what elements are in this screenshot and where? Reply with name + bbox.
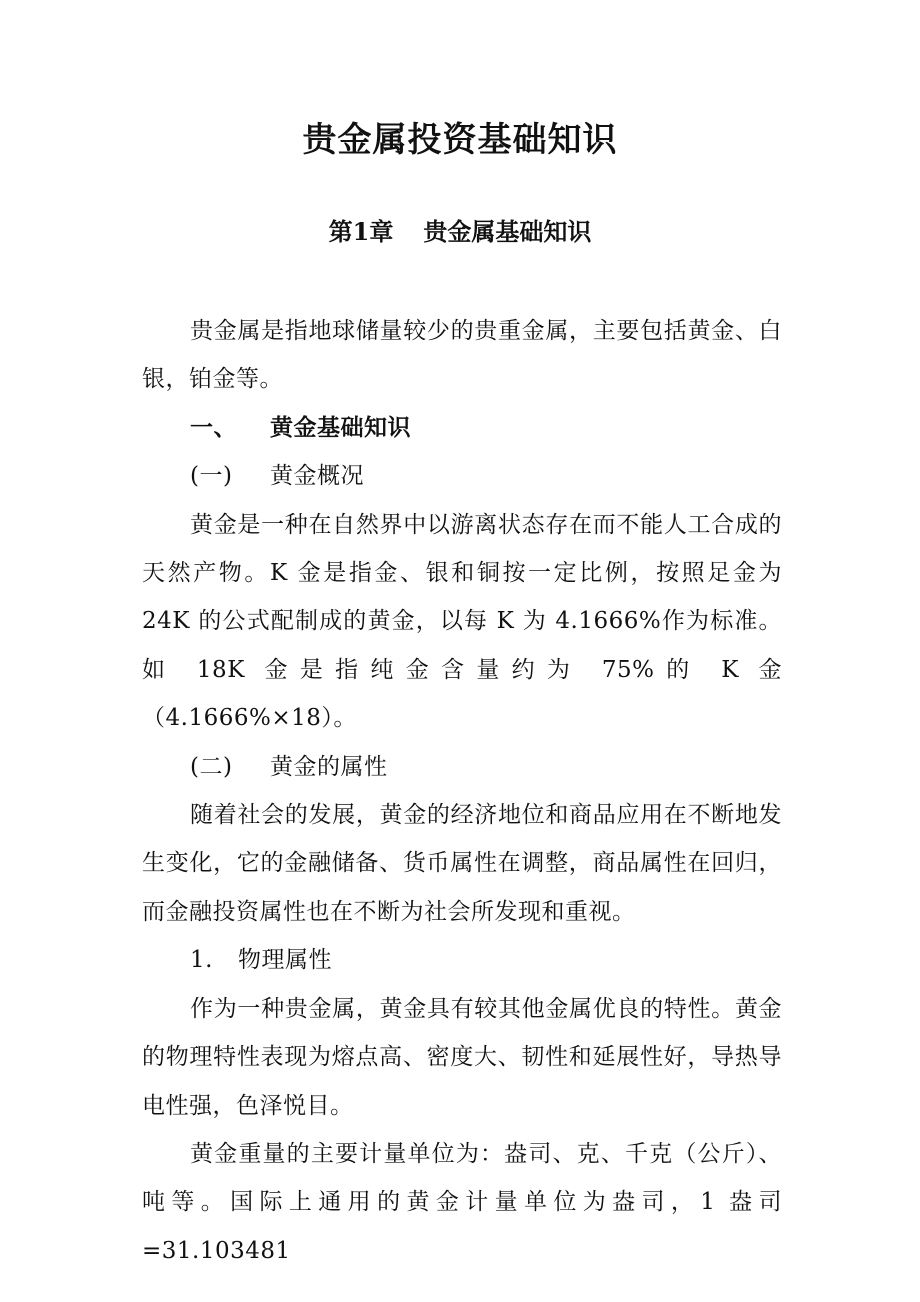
item-heading — [142, 936, 782, 984]
attributes-paragraph: 随着社会的发展，黄金的经济地位和商品应用在不断地发生变化，它的金融储备、货币属性在调整，商品属性在回归，而金融投资属性也在不断为社会所发现和重视。 — [142, 802, 782, 925]
subsection-heading — [142, 743, 782, 791]
chapter-heading — [0, 212, 920, 247]
subsection-number: (一) — [190, 463, 233, 490]
subsection-heading — [142, 452, 782, 500]
document-body — [142, 307, 782, 1275]
units-paragraph: 黄金重量的主要计量单位为：盎司、克、千克（公斤）、吨等。国际上通用的黄金计量单位为盎司，1 盎司=31.103481 — [142, 1140, 782, 1264]
chapter-title: 贵金属基础知识 — [423, 217, 592, 246]
subsection-title: 黄金概况 — [270, 463, 364, 490]
item-number: 1. — [190, 947, 213, 974]
section-title: 黄金基础知识 — [270, 413, 411, 441]
chapter-number: 第1章 — [328, 217, 394, 246]
section-heading — [142, 404, 782, 452]
subsection-number: (二) — [190, 753, 233, 780]
intro-paragraph: 贵金属是指地球储量较少的贵重金属，主要包括黄金、白银，铂金等。 — [142, 318, 782, 393]
physical-paragraph: 作为一种贵金属，黄金具有较其他金属优良的特性。黄金的物理特性表现为熔点高、密度大、韧性和延展性好，导热导电性强，色泽悦目。 — [142, 995, 782, 1119]
overview-paragraph: 黄金是一种在自然界中以游离状态存在而不能人工合成的天然产物。K 金是指金、银和铜按一定比例，按照足金为 24K 的公式配制成的黄金，以每 K 为 4.1666%作为标准。如 18K 金是指纯金含量约为 75%的 K 金（4.1666%×18）。 — [142, 511, 782, 732]
document-title: 贵金属投资基础知识 — [302, 120, 618, 160]
subsection-title: 黄金的属性 — [270, 753, 388, 780]
item-title: 物理属性 — [238, 947, 332, 974]
section-number: 一、 — [190, 413, 237, 441]
